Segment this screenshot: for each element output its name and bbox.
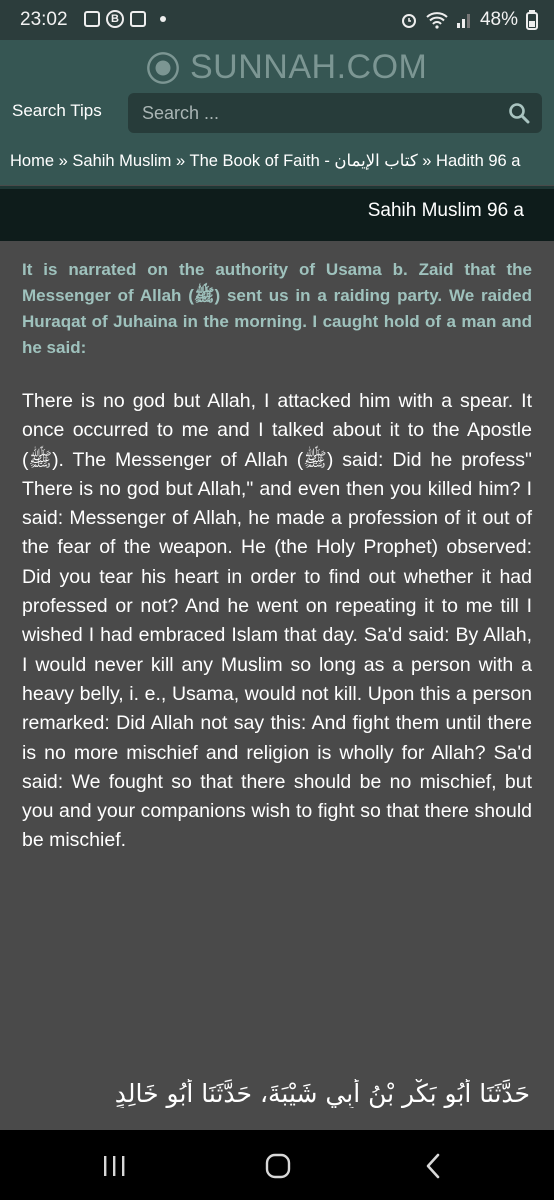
hadith-reference: Sahih Muslim 96 a <box>367 200 524 221</box>
alarm-icon <box>400 11 418 29</box>
gallery-notification-icon <box>84 11 100 27</box>
hadith-content <box>0 241 554 1130</box>
search-input[interactable] <box>128 93 488 133</box>
breadcrumb-home[interactable]: Home <box>10 152 55 170</box>
battery-percent: 48% <box>479 9 518 30</box>
battery-icon <box>526 10 538 30</box>
breadcrumb <box>10 151 520 171</box>
more-notifications-icon <box>160 16 166 22</box>
hadith-english-text: There is no god but Allah, I attacked him with a spear. It once occurred to me and I talked about it to the Apostle (ﷺ). The Messenger of Allah (ﷺ) said: Did he profess" There is no god but Allah," and even then you killed him? I said: Messenger of Allah, he made a profession of it out of the fear of the weapon. He (the Holy Prophet) observed: Did you tear his heart in order to find out whether it had professed or not? And he went on repeating it to me till I wished I had embraced Islam that day. Sa'd said: By Allah, I would never kill any Muslim so long as a person with a heavy belly, i. e., Usama, would not kill. Upon this a person remarked: Did Allah not say this: And fight them until there is no more mischief and religion is wholly for Allah? Sa'd said: We fought so that there should be no mischief, but you and your companions wish to fight so that there should be mischief. <box>22 390 532 852</box>
site-name: SUNNAH.COM <box>190 48 428 86</box>
breadcrumb-book[interactable]: The Book of Faith - كتاب الإيمان <box>189 152 418 170</box>
wifi-icon <box>426 11 448 29</box>
breadcrumb-separator: » <box>176 152 186 170</box>
hadith-narrator: It is narrated on the authority of Usama b. Zaid that the Messenger of Allah (ﷺ) sent us in a raiding party. We raided Huraqat of Juhaina in the morning. I caught hold of a man and he said: <box>22 260 532 357</box>
search-tips-link[interactable]: Search Tips <box>12 101 102 120</box>
sunnah-logo-icon <box>146 51 180 85</box>
breadcrumb-separator: » <box>422 152 432 170</box>
b-notification-icon: B <box>106 10 124 28</box>
android-nav-bar <box>0 1130 554 1200</box>
status-bar <box>0 0 554 40</box>
back-icon[interactable] <box>416 1152 452 1180</box>
breadcrumb-separator: » <box>58 152 68 170</box>
hadith-title-bar <box>0 186 554 241</box>
signal-icon <box>456 11 472 29</box>
breadcrumb-collection[interactable]: Sahih Muslim <box>72 152 172 170</box>
search-icon[interactable] <box>508 102 530 124</box>
home-icon[interactable] <box>260 1152 296 1180</box>
hadith-arabic-text: حَدَّثَنَا أَبُو بَكْرِ بْنُ أَبِي شَيْبَةَ، حَدَّثَنَا أَبُو خَالِدٍ <box>114 1079 530 1108</box>
site-header <box>0 40 554 185</box>
calendar-notification-icon <box>130 11 146 27</box>
title-divider <box>0 186 554 189</box>
recent-apps-icon[interactable] <box>96 1152 132 1180</box>
status-time: 23:02 <box>20 9 68 30</box>
system-icons <box>400 9 538 31</box>
notification-icons <box>84 10 166 28</box>
search-box <box>128 93 542 133</box>
breadcrumb-hadith[interactable]: Hadith 96 a <box>436 152 521 170</box>
site-logo[interactable] <box>146 48 427 87</box>
